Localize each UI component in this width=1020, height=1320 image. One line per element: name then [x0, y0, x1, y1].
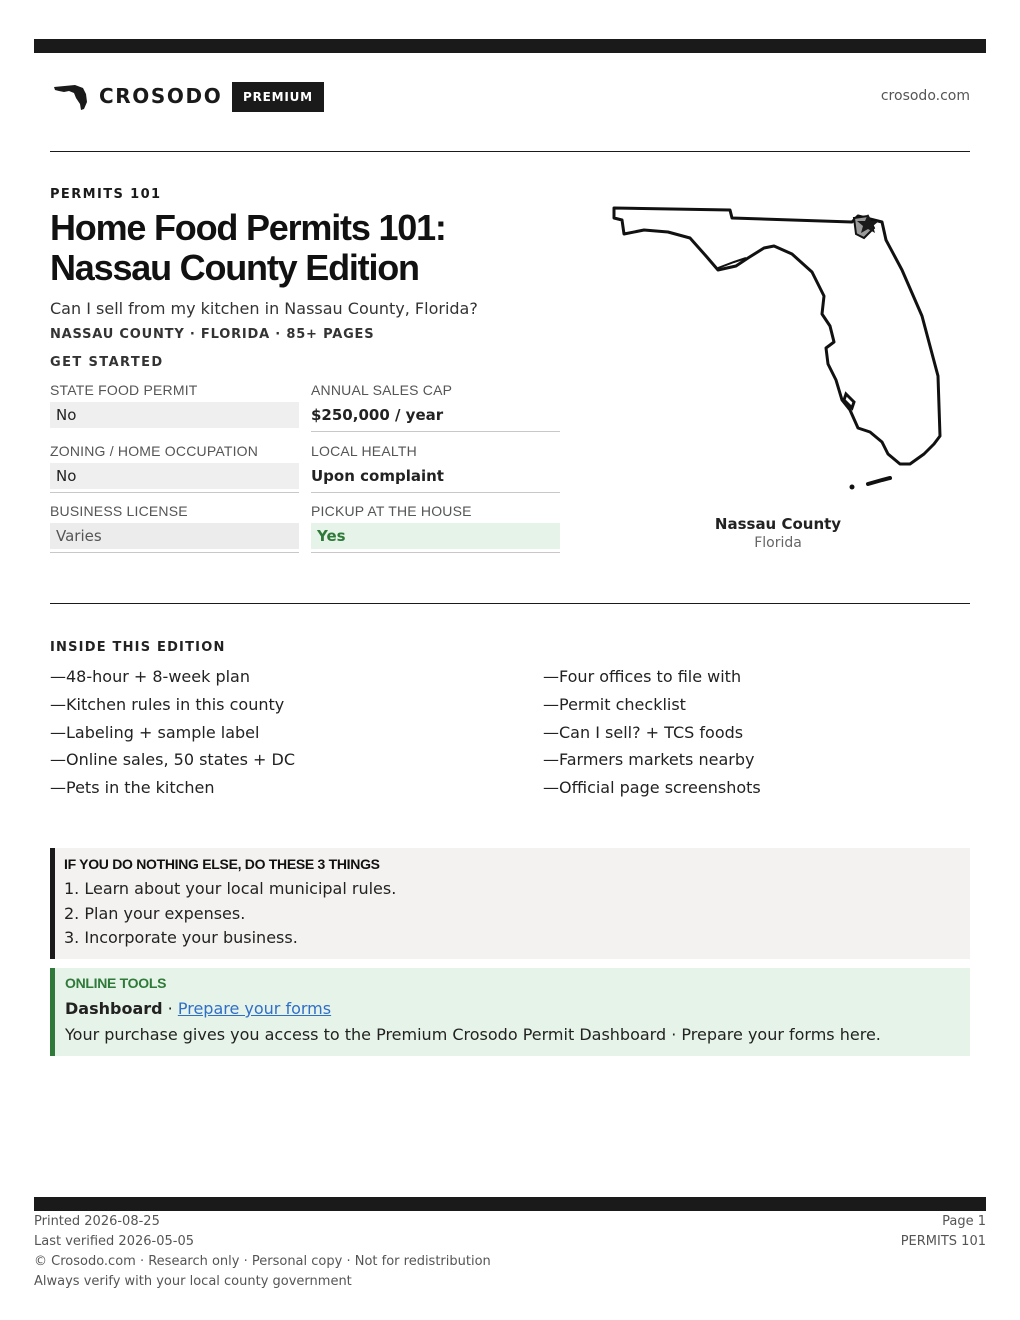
list-item: —Four offices to file with — [543, 667, 742, 686]
online-tools-heading: ONLINE TOOLS — [65, 975, 167, 991]
list-item: —Labeling + sample label — [50, 722, 260, 742]
fact-local-health — [311, 443, 560, 495]
dashboard-description: Your purchase gives you access to the Premium Crosodo Permit Dashboard · Prepare your forms here. — [65, 1025, 881, 1044]
site-url[interactable]: crosodo.com — [880, 88, 970, 104]
inside-list-left — [50, 666, 470, 805]
copyright-notice: © Crosodo.com · Research only · Personal copy · Not for redistribution — [34, 1254, 491, 1269]
todo-item: 3. Incorporate your business. — [64, 928, 298, 947]
fact-underline — [311, 552, 560, 553]
verified-date: Last verified 2026-05-05 — [34, 1234, 194, 1249]
todo-callout — [50, 848, 970, 959]
list-item: —Official page screenshots — [543, 778, 761, 798]
header-divider — [50, 151, 970, 152]
brand-name: CROSODO — [99, 84, 223, 108]
top-bar — [34, 39, 986, 53]
verify-note: Always verify with your local county government — [34, 1274, 352, 1289]
fact-underline — [311, 492, 560, 493]
fact-label: ZONING / HOME OCCUPATION — [50, 443, 259, 459]
footer-section: PERMITS 101 — [900, 1234, 986, 1249]
fact-value: $250,000 / year — [311, 406, 444, 424]
todo-item: 2. Plan your expenses. — [64, 903, 246, 923]
fact-underline — [50, 552, 299, 553]
fact-value: No — [50, 402, 299, 428]
page-number: Page 1 — [942, 1214, 986, 1229]
map-county-name: Nassau County — [714, 515, 842, 533]
fact-value: Yes — [311, 523, 560, 549]
header — [50, 78, 970, 118]
fact-zoning — [50, 443, 299, 495]
fact-label: LOCAL HEALTH — [311, 443, 417, 459]
fact-annual-sales-cap — [311, 382, 560, 434]
prepare-forms-link[interactable]: Prepare your forms — [177, 999, 332, 1018]
premium-badge: PREMIUM — [232, 82, 324, 112]
dashboard-separator: · — [162, 999, 178, 1018]
kicker: PERMITS 101 — [50, 187, 162, 202]
list-item: —Online sales, 50 states + DC — [50, 750, 296, 770]
footer-left — [34, 1212, 491, 1292]
fact-pickup — [311, 503, 560, 555]
inside-list-right — [543, 666, 963, 805]
florida-map — [606, 200, 946, 500]
list-item: —Pets in the kitchen — [50, 778, 215, 798]
page-subtitle: Can I sell from my kitchen in Nassau County, Florida? — [50, 299, 478, 318]
fact-underline — [50, 492, 299, 493]
fact-label: PICKUP AT THE HOUSE — [311, 503, 472, 519]
page-title: Home Food Permits 101: Nassau County Edition — [50, 207, 446, 288]
fact-business-license — [50, 503, 299, 555]
list-item: —Permit checklist — [543, 694, 686, 714]
online-tools-callout — [50, 968, 970, 1056]
fact-label: STATE FOOD PERMIT — [50, 382, 198, 398]
fact-value: No — [50, 463, 299, 489]
edition-meta: NASSAU COUNTY · FLORIDA · 85+ PAGES — [50, 327, 375, 342]
fact-value: Varies — [50, 523, 299, 549]
list-item: —48-hour + 8-week plan — [50, 667, 250, 686]
list-item: —Kitchen rules in this county — [50, 694, 285, 714]
get-started-label: GET STARTED — [50, 355, 164, 370]
list-item: —Farmers markets nearby — [543, 750, 755, 770]
fact-label: ANNUAL SALES CAP — [311, 382, 453, 398]
dashboard-line — [65, 997, 970, 1021]
florida-logo-icon — [53, 82, 89, 112]
fact-value: Upon complaint — [311, 467, 444, 485]
map-state-name: Florida — [754, 535, 802, 551]
todo-item: 1. Learn about your local municipal rules. — [64, 879, 397, 898]
todo-heading: IF YOU DO NOTHING ELSE, DO THESE 3 THINGS — [64, 856, 380, 872]
footer-bar — [34, 1197, 986, 1211]
fact-underline — [311, 431, 560, 432]
inside-title: INSIDE THIS EDITION — [50, 640, 226, 655]
fact-state-food-permit — [50, 382, 299, 434]
dashboard-label: Dashboard — [65, 999, 163, 1018]
footer-right — [901, 1212, 986, 1252]
section-divider — [50, 603, 970, 604]
list-item: —Can I sell? + TCS foods — [543, 722, 744, 742]
fact-label: BUSINESS LICENSE — [50, 503, 188, 519]
printed-date: Printed 2026-08-25 — [34, 1214, 160, 1229]
